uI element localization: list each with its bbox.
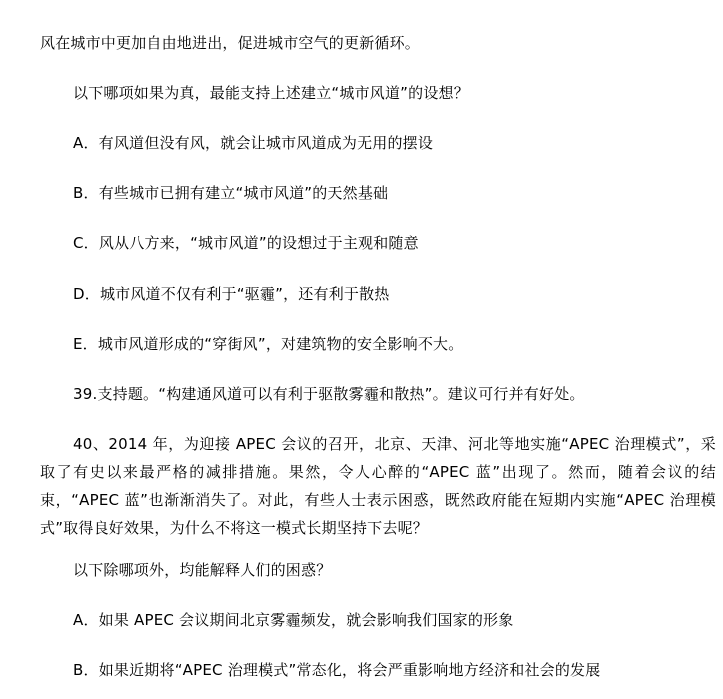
answer-39: 39.支持题。“构建通风道可以有利于驱散雾霾和散热”。建议可行并有好处。 bbox=[73, 385, 585, 403]
q38-option-e: E．城市风道形成的“穿街风”，对建筑物的安全影响不大。 bbox=[73, 335, 464, 353]
q38-option-c: C．风从八方来，“城市风道”的设想过于主观和随意 bbox=[73, 234, 419, 252]
q38-option-b: B．有些城市已拥有建立“城市风道”的天然基础 bbox=[73, 184, 389, 202]
question-40-paragraph: 40、2014 年，为迎接 APEC 会议的召开，北京、天津、河北等地实施“APEC 治理模式”，采取了有史以来最严格的减排措施。果然，令人心醉的“APEC 蓝”出现了。然而，随着会议的结束，“APEC 蓝”也渐渐消失了。对此，有些人士表示困惑，既然政府能在短期内实施“APEC 治理模式”取得良好效果，为什么不将这一模式长期坚持下去呢？ bbox=[40, 435, 716, 537]
q40-option-a: A．如果 APEC 会议期间北京雾霾频发，就会影响我们国家的形象 bbox=[73, 611, 514, 629]
passage-closing-line: 风在城市中更加自由地进出，促进城市空气的更新循环。 bbox=[40, 34, 421, 52]
q38-option-d: D．城市风道不仅有利于“驱霾”，还有利于散热 bbox=[73, 285, 390, 303]
question-40-stem: 以下除哪项外，均能解释人们的困惑？ bbox=[73, 561, 332, 579]
q40-option-b: B．如果近期将“APEC 治理模式”常态化，将会严重影响地方经济和社会的发展 bbox=[73, 661, 601, 679]
q38-option-a: A．有风道但没有风，就会让城市风道成为无用的摆设 bbox=[73, 134, 434, 152]
question-38-stem: 以下哪项如果为真，最能支持上述建立“城市风道”的设想？ bbox=[73, 84, 469, 102]
